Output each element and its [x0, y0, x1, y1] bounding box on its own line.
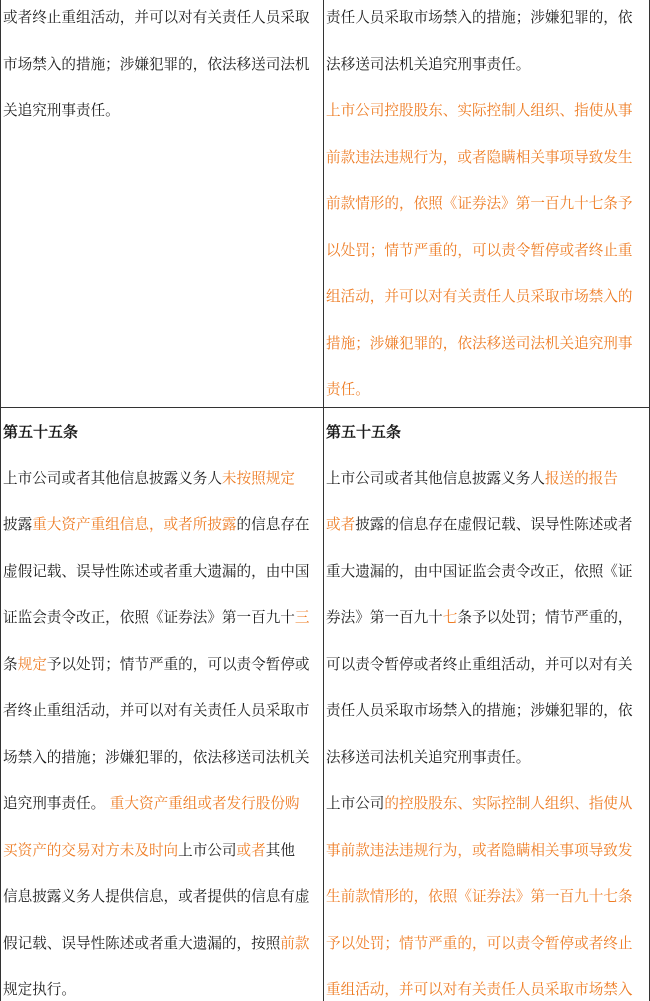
text-segment: 场禁入的措施；涉嫌犯罪的，依法移送司法机关 [3, 748, 310, 766]
highlighted-text: 重组活动，并可以对有关责任人员采取市场禁入 [326, 981, 633, 998]
text-line [326, 88, 648, 135]
highlighted-text: 三 [294, 609, 310, 626]
text-segment: 条 [3, 655, 18, 673]
text-line [3, 688, 321, 735]
text-line [3, 781, 321, 828]
highlighted-text: 或者 [326, 516, 356, 533]
text-line [326, 688, 648, 735]
text-line [326, 135, 648, 182]
text-segment: 虚假记载、误导性陈述或者重大遗漏的，由中国 [3, 562, 310, 580]
text-line [3, 828, 321, 875]
highlighted-text: 以处罚；情节严重的，可以责令暂停或者终止重 [326, 241, 633, 259]
highlighted-text: 前款 [280, 934, 310, 952]
highlighted-text: 报送的报告 [544, 469, 618, 487]
text-line [3, 595, 321, 642]
text-segment: 者终止重组活动，并可以对有关责任人员采取市 [3, 702, 310, 719]
highlighted-text: 重大资产重组信息，或者所披露 [32, 516, 237, 533]
article-heading: 第五十五条 [326, 423, 402, 441]
text-segment: 条予以处罚；情节严重的， [457, 609, 633, 626]
text-segment: 信息披露义务人提供信息，或者提供的信息有虚 [3, 888, 310, 905]
text-segment: 追究刑事责任。 [3, 795, 110, 812]
text-segment: 责任人员采取市场禁入的措施；涉嫌犯罪的，依 [326, 702, 633, 719]
highlighted-text: 予以处罚；情节严重的，可以责令暂停或者终止 [326, 934, 633, 952]
text-line [3, 0, 321, 42]
text-segment: 上市公司或者其他信息披露义务人 [3, 469, 222, 487]
highlighted-text: 买资产的交易对方未及时向 [3, 841, 179, 859]
text-line [3, 502, 321, 549]
text-line [326, 321, 648, 368]
column-divider [323, 0, 324, 1001]
text-line [326, 921, 648, 968]
text-line [3, 549, 321, 596]
highlighted-text: 前款情形的，依照《证券法》第一百九十七条予 [326, 195, 633, 212]
row2-left-cell [3, 408, 321, 1001]
text-segment: 重大遗漏的，由中国证监会责令改正，依照《证 [326, 562, 633, 580]
highlighted-text: 事前款违法违规行为，或者隐瞒相关事项导致发 [326, 841, 633, 859]
text-line [3, 88, 321, 135]
text-line [326, 549, 648, 596]
text-segment: 其他 [265, 841, 295, 859]
text-line [326, 181, 648, 228]
text-segment: 市场禁入的措施；涉嫌犯罪的，依法移送司法机 [3, 55, 310, 73]
text-line [326, 735, 648, 782]
text-segment: 可以责令暂停或者终止重组活动，并可以对有关 [326, 655, 633, 673]
text-segment: 上市公司 [326, 795, 385, 812]
text-line [326, 456, 648, 503]
text-segment: 披露的信息存在虚假记载、误导性陈述或者 [355, 516, 633, 533]
text-segment: 的信息存在 [236, 516, 310, 533]
text-segment: 上市公司 [178, 841, 237, 859]
text-segment: 法移送司法机关追究刑事责任。 [326, 748, 531, 766]
text-line [326, 874, 648, 921]
text-segment: 责任人员采取市场禁入的措施；涉嫌犯罪的，依 [326, 9, 633, 26]
highlighted-text: 上市公司控股股东、实际控制人组织、指使从事 [326, 102, 633, 119]
text-line [326, 828, 648, 875]
text-segment: 规定执行。 [3, 981, 76, 998]
article-heading: 第五十五条 [3, 423, 79, 441]
highlighted-text: 或者 [236, 841, 266, 859]
text-line [326, 409, 648, 456]
text-line [326, 642, 648, 689]
text-line [326, 781, 648, 828]
highlighted-text: 七 [442, 609, 458, 626]
text-line [326, 502, 648, 549]
text-line [326, 274, 648, 321]
highlighted-text: 未按照规定 [221, 469, 295, 487]
highlighted-text: 重大资产重组或者发行股份购 [109, 795, 300, 812]
text-line [3, 409, 321, 456]
text-line [326, 0, 648, 42]
highlighted-text: 生前款情形的，依照《证券法》第一百九十七条 [326, 888, 633, 905]
highlighted-text: 组活动，并可以对有关责任人员采取市场禁入的 [326, 288, 633, 305]
highlighted-text: 的控股股东、实际控制人组织、指使从 [384, 795, 633, 812]
text-line [3, 42, 321, 89]
text-line [3, 735, 321, 782]
text-segment: 上市公司或者其他信息披露义务人 [326, 469, 545, 487]
highlighted-text: 规定 [17, 655, 47, 673]
row2-right-cell [326, 408, 648, 1001]
text-line [326, 967, 648, 1001]
text-line [3, 967, 321, 1001]
text-line [326, 42, 648, 89]
highlighted-text: 前款违法违规行为，或者隐瞒相关事项导致发生 [326, 148, 633, 166]
text-segment: 证监会责令改正，依照《证券法》第一百九十 [3, 609, 295, 626]
row1-left-cell [3, 0, 321, 406]
text-line [326, 595, 648, 642]
text-segment: 披露 [3, 516, 33, 533]
text-segment: 假记载、误导性陈述或者重大遗漏的，按照 [3, 934, 281, 952]
text-line [326, 367, 648, 406]
highlighted-text: 责任。 [326, 381, 370, 398]
text-segment: 或者终止重组活动，并可以对有关责任人员采取 [3, 9, 310, 26]
text-line [3, 874, 321, 921]
text-segment: 关追究刑事责任。 [3, 102, 120, 119]
text-line [3, 456, 321, 503]
text-line [326, 228, 648, 275]
highlighted-text: 措施；涉嫌犯罪的，依法移送司法机关追究刑事 [326, 334, 633, 352]
text-segment: 予以处罚；情节严重的，可以责令暂停或 [46, 655, 310, 673]
text-segment: 券法》第一百九十 [326, 609, 443, 626]
text-line [3, 642, 321, 689]
text-segment: 法移送司法机关追究刑事责任。 [326, 55, 531, 73]
text-line [3, 921, 321, 968]
row1-right-cell [326, 0, 648, 406]
